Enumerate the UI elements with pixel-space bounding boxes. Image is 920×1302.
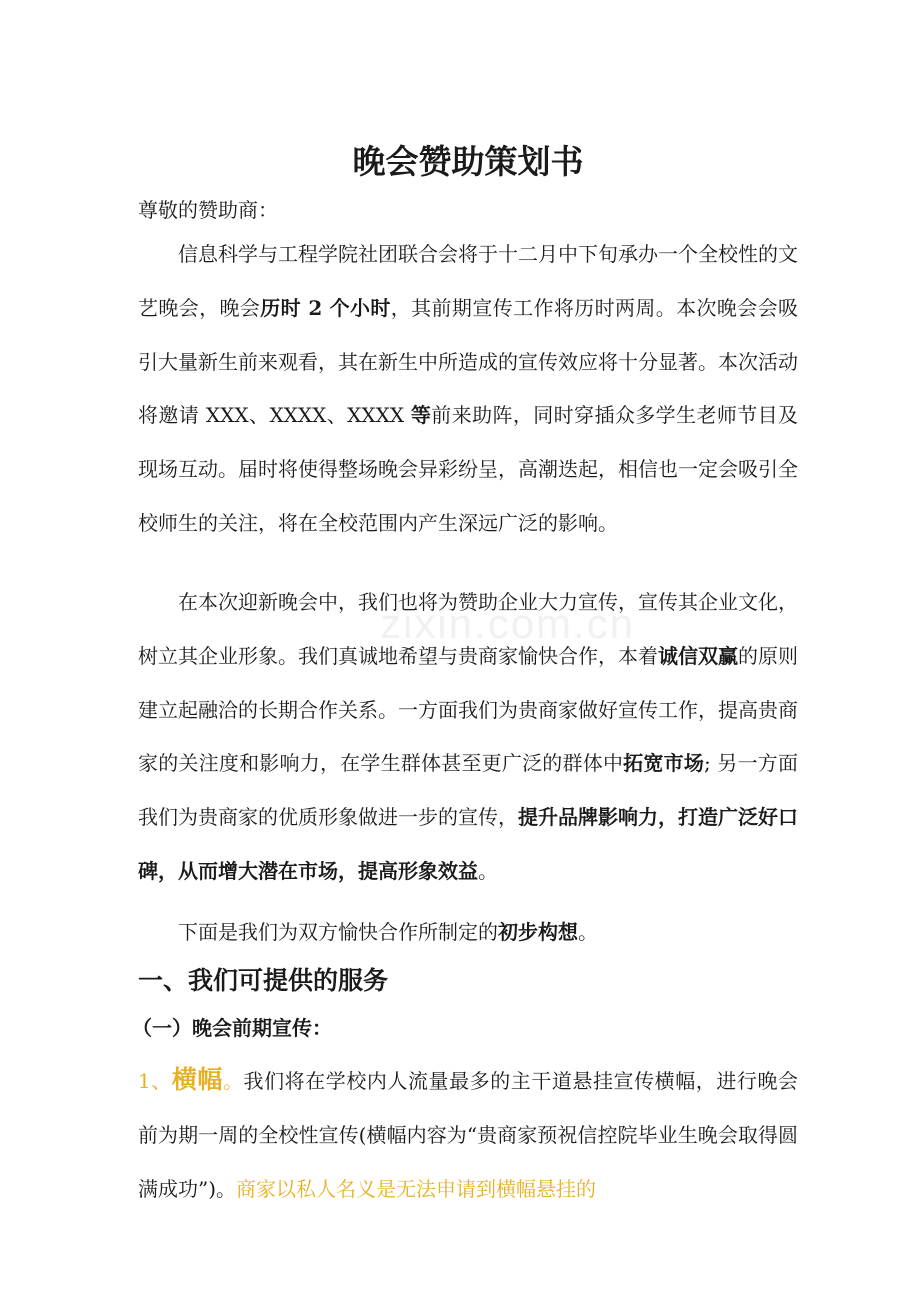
paragraph-intro: [138, 228, 798, 551]
item-note: 商家以私人名义是无法申请到横幅悬挂的: [236, 1177, 597, 1201]
text-run: 。: [578, 920, 598, 944]
watermark: zixin.com.cn: [380, 600, 636, 647]
item-text: 我们将在学校内人流量最多的主干道悬挂宣传横幅，进行晚会前为期一周的全校性宣传(横幅内容为“贵商家预祝信控院毕业生晚会取得圆满成功”)。: [138, 1069, 798, 1201]
text-run: 。: [478, 858, 498, 883]
document-title: 晚会赞助策划书: [352, 142, 584, 181]
bold-run: 诚信双赢: [658, 643, 738, 668]
text-run: 的原则建立起融洽的长期合作关系。一方面我们为贵商家做好宣传工作，提高贵商家的关注度和影响力，在学生群体甚至更广泛的群体中: [138, 643, 798, 776]
bold-run: 初步构想: [498, 920, 578, 944]
text-run: 信息科学与工程学院社团联合会将于十二月中下旬承办一个全校性的文艺晚会，晚会: [138, 242, 798, 320]
bold-run: 历时 2 个小时: [260, 295, 391, 320]
subsection-heading: （一）晚会前期宣传：: [132, 1016, 332, 1040]
item-dot: 。: [222, 1069, 244, 1093]
bold-run: 拓宽市场: [623, 751, 705, 776]
text-run: 前来助阵，同时穿插众多学生老师节目及现场互动。届时将使得整场晚会异彩纷呈，高潮迭起，相信也一定会吸引全校师生的关注，将在全校范围内产生深远广泛的影响。: [138, 403, 799, 535]
section-heading: 一、我们可提供的服务: [138, 966, 389, 995]
greeting: 尊敬的赞助商：: [138, 198, 278, 222]
text-run: 在本次迎新晚会中，我们也将为赞助企业大力宣传，宣传其企业文化，树立其企业形象。我们真诚地希望与贵商家愉快合作，本着: [138, 590, 798, 668]
text-run: ; 另一方面我们为贵商家的优质形象做进一步的宣传，: [138, 751, 799, 830]
item-heading: 横幅: [171, 1065, 223, 1094]
bold-run: 提升品牌影响力，打造广泛好口碑，从而增大潜在市场，提高形象效益: [138, 805, 798, 883]
bold-run: 等: [410, 403, 432, 428]
list-item-banner: [138, 1053, 798, 1216]
paragraph-plan: [138, 906, 798, 960]
text-run: ，其前期宣传工作将历时两周。本次晚会会吸引大量新生前来观看，其在新生中所造成的宣传效应将十分显著。本次活动将邀请 XXX、XXXX、XXXX: [138, 295, 799, 428]
item-number: 1、: [138, 1069, 172, 1093]
paragraph-promotion: [138, 576, 798, 899]
text-run: 下面是我们为双方愉快合作所制定的: [178, 920, 498, 944]
